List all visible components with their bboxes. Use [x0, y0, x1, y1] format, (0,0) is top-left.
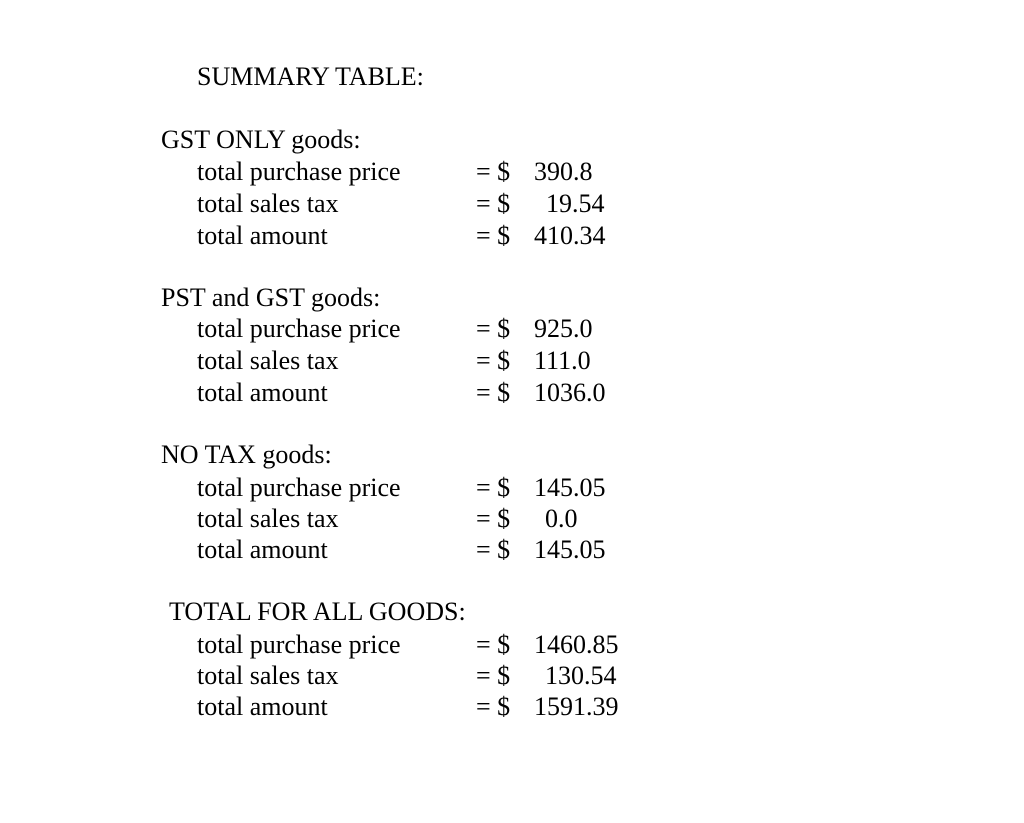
table-row: [0, 691, 1024, 723]
row-label: total purchase price: [197, 157, 401, 186]
row-value: 1036.0: [534, 378, 606, 407]
row-label: total sales tax: [197, 504, 339, 533]
row-value: 19.54: [546, 189, 605, 218]
equals-dollar: = $: [476, 473, 511, 502]
row-label: total sales tax: [197, 661, 339, 690]
table-row: [0, 660, 1024, 692]
summary-title: SUMMARY TABLE:: [197, 62, 424, 91]
table-row: [0, 220, 1024, 252]
row-value: 130.54: [545, 661, 617, 690]
table-row: [0, 503, 1024, 535]
table-row: [0, 188, 1024, 220]
table-row: [0, 472, 1024, 504]
section-heading: TOTAL FOR ALL GOODS:: [169, 597, 466, 626]
section-heading: PST and GST goods:: [161, 283, 381, 312]
equals-dollar: = $: [476, 346, 511, 375]
row-value: 111.0: [534, 346, 591, 375]
row-value: 145.05: [534, 535, 606, 564]
table-row: [0, 377, 1024, 409]
equals-dollar: = $: [476, 378, 511, 407]
table-row: [0, 156, 1024, 188]
row-label: total purchase price: [197, 473, 401, 502]
row-value: 1591.39: [534, 692, 619, 721]
equals-dollar: = $: [476, 189, 511, 218]
row-label: total amount: [197, 378, 328, 407]
row-value: 925.0: [534, 314, 593, 343]
row-label: total amount: [197, 692, 328, 721]
table-row: [0, 345, 1024, 377]
table-row: [0, 534, 1024, 566]
equals-dollar: = $: [476, 535, 511, 564]
equals-dollar: = $: [476, 157, 511, 186]
row-value: 410.34: [534, 221, 606, 250]
equals-dollar: = $: [476, 221, 511, 250]
table-row: [0, 629, 1024, 661]
equals-dollar: = $: [476, 314, 511, 343]
equals-dollar: = $: [476, 504, 511, 533]
row-value: 145.05: [534, 473, 606, 502]
equals-dollar: = $: [476, 661, 511, 690]
row-label: total purchase price: [197, 630, 401, 659]
equals-dollar: = $: [476, 630, 511, 659]
row-label: total amount: [197, 535, 328, 564]
row-label: total sales tax: [197, 346, 339, 375]
row-label: total sales tax: [197, 189, 339, 218]
section-heading: NO TAX goods:: [161, 440, 332, 469]
row-value: 0.0: [545, 504, 578, 533]
table-row: [0, 313, 1024, 345]
section-heading: GST ONLY goods:: [161, 125, 361, 154]
row-value: 1460.85: [534, 630, 619, 659]
row-value: 390.8: [534, 157, 593, 186]
row-label: total amount: [197, 221, 328, 250]
equals-dollar: = $: [476, 692, 511, 721]
row-label: total purchase price: [197, 314, 401, 343]
